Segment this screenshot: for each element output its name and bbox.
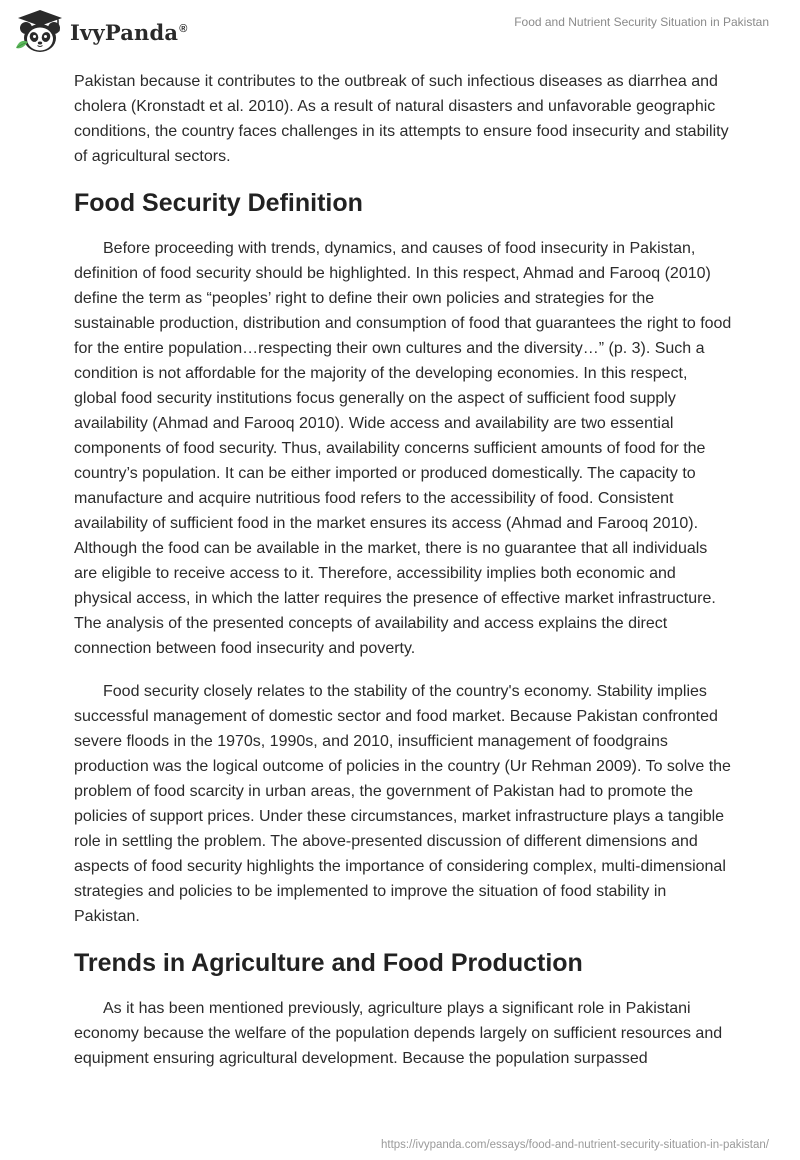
essay-body xyxy=(74,69,734,1089)
paragraph-definition-1: Before proceeding with trends, dynamics, and causes of food insecurity in Pakistan, definition of food security should be highlighted. In this respect, Ahmad and Farooq (2010) define the term as “peoples’ right to define their own policies and strategies for the sustainable production, distribution and consumption of food that guarantees the right to food for the entire population…respecting their own cultures and the diversity…” (p. 3). Such a condition is not affordable for the majority of the developing economies. In this respect, global food security institutions focus generally on the aspect of sufficient food supply availability (Ahmad and Farooq 2010). Wide access and availability are two essential components of food security. Thus, availability concerns sufficient amounts of food for the country’s population. It can be either imported or produced domestically. The capacity to manufacture and acquire nutritious food refers to the accessibility of food. Consistent availability of sufficient food in the market ensures its access (Ahmad and Farooq 2010). Although the food can be available in the market, there is no guarantee that all individuals are eligible to receive access to it. Therefore, accessibility implies both economic and physical access, in which the latter requires the presence of effective market infrastructure. The analysis of the presented concepts of availability and access explains the direct connection between food insecurity and poverty. xyxy=(74,240,732,657)
panda-graduate-icon xyxy=(14,8,66,56)
source-url[interactable]: https://ivypanda.com/essays/food-and-nutrient-security-situation-in-pakistan/ xyxy=(381,1139,769,1151)
registered-mark: ® xyxy=(179,22,188,35)
logo-text: IvyPanda® xyxy=(70,19,188,45)
paragraph-intro: Pakistan because it contributes to the outbreak of such infectious diseases as diarrhea and cholera (Kronstadt et al. 2010). As a result of natural disasters and unfavorable geographic conditions, the country faces challenges in its attempts to ensure food insecurity and stability of agricultural sectors. xyxy=(74,73,729,165)
paragraph-trends: As it has been mentioned previously, agriculture plays a significant role in Pakistani economy because the welfare of the population depends largely on sufficient resources and equipment ensuring agricultural development. Because the population surpassed xyxy=(74,1000,723,1067)
ivypanda-logo[interactable] xyxy=(14,8,188,56)
heading-trends: Trends in Agriculture and Food Production xyxy=(74,949,583,977)
heading-food-security-definition: Food Security Definition xyxy=(74,189,363,217)
paragraph-definition-2: Food security closely relates to the stability of the country's economy. Stability implies successful management of domestic sector and food market. Because Pakistan confronted severe floods in the 1970s, 1990s, and 2010, insufficient management of foodgrains production was the logical outcome of policies in the country (Ur Rehman 2009). To solve the problem of food scarcity in urban areas, the government of Pakistan had to promote the policies of support prices. Under these circumstances, market infrastructure plays a tangible role in settling the problem. The above-presented discussion of different dimensions and aspects of food security highlights the importance of considering complex, multi-dimensional strategies and policies to be implemented to improve the situation of food stability in Pakistan. xyxy=(74,683,731,925)
page-header xyxy=(0,0,800,62)
document-title: Food and Nutrient Security Situation in Pakistan xyxy=(514,15,769,29)
